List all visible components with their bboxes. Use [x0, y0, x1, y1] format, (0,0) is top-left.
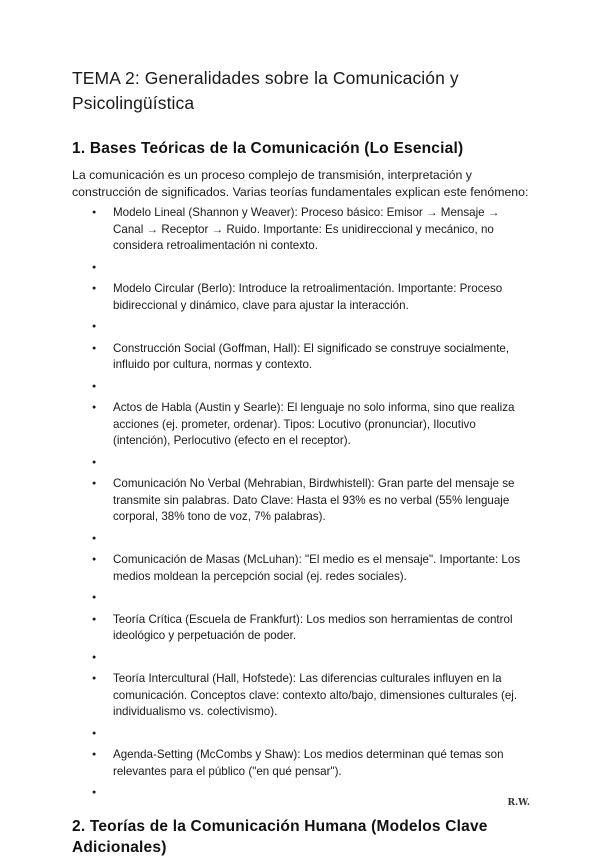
- section-1-heading: 1. Bases Teóricas de la Comunicación (Lo Esencial): [72, 140, 464, 157]
- document-title: TEMA 2: Generalidades sobre la Comunicación y Psicolingüística: [72, 68, 459, 113]
- empty-bullet: [72, 726, 532, 743]
- document-page: [72, 66, 532, 866]
- empty-bullet: [72, 531, 532, 548]
- empty-bullet: [72, 590, 532, 607]
- list-item: ● Modelo Lineal (Shannon y Weaver): Proceso básico: Emisor → Mensaje → Canal → Receptor → Ruido. Importante: Es unidireccional y mecánico, no considera retroalimentación ni contexto.: [72, 205, 532, 255]
- list-item: ● Comunicación No Verbal (Mehrabian, Birdwhistell): Gran parte del mensaje se transmite sin palabras. Dato Clave: Hasta el 93% es no verbal (55% lenguaje corporal, 38% tono de voz, 7% palabras).: [72, 476, 532, 526]
- list-item: ● Agenda-Setting (McCombs y Shaw): Los medios determinan qué temas son relevantes para el público ("en qué pensar").: [72, 747, 532, 780]
- list-item: ● Teoría Crítica (Escuela de Frankfurt): Los medios son herramientas de control ideológico y perpetuación de poder.: [72, 612, 532, 645]
- theory-list: [72, 205, 532, 802]
- footer-initials: R.W.: [507, 798, 530, 808]
- empty-bullet: [72, 260, 532, 277]
- empty-bullet: [72, 379, 532, 396]
- empty-bullet: [72, 650, 532, 667]
- list-item: ● Construcción Social (Goffman, Hall): El significado se construye socialmente, influido por cultura, normas y contexto.: [72, 341, 532, 374]
- empty-bullet: [72, 455, 532, 472]
- section-2-heading: 2. Teorías de la Comunicación Humana (Modelos Clave Adicionales): [72, 817, 488, 856]
- list-item: ● Actos de Habla (Austin y Searle): El lenguaje no solo informa, sino que realiza acciones (ej. prometer, ordenar). Tipos: Locutivo (pronunciar), Ilocutivo (intención), Perlocutivo (efecto en el receptor).: [72, 400, 532, 450]
- empty-bullet: [72, 785, 532, 802]
- list-item: ● Modelo Circular (Berlo): Introduce la retroalimentación. Importante: Proceso bidireccional y dinámico, clave para ajustar la interacción.: [72, 281, 532, 314]
- section-1-intro: La comunicación es un proceso complejo de transmisión, interpretación y construcción de significados. Varias teorías fundamentales explican este fenómeno:: [72, 168, 529, 199]
- list-item: ● Teoría Intercultural (Hall, Hofstede): Las diferencias culturales influyen en la comunicación. Conceptos clave: contexto alto/bajo, dimensiones culturales (ej. individualismo vs. colectivismo).: [72, 671, 532, 721]
- empty-bullet: [72, 319, 532, 336]
- list-item: ● Comunicación de Masas (McLuhan): "El medio es el mensaje". Importante: Los medios moldean la percepción social (ej. redes sociales).: [72, 552, 532, 585]
